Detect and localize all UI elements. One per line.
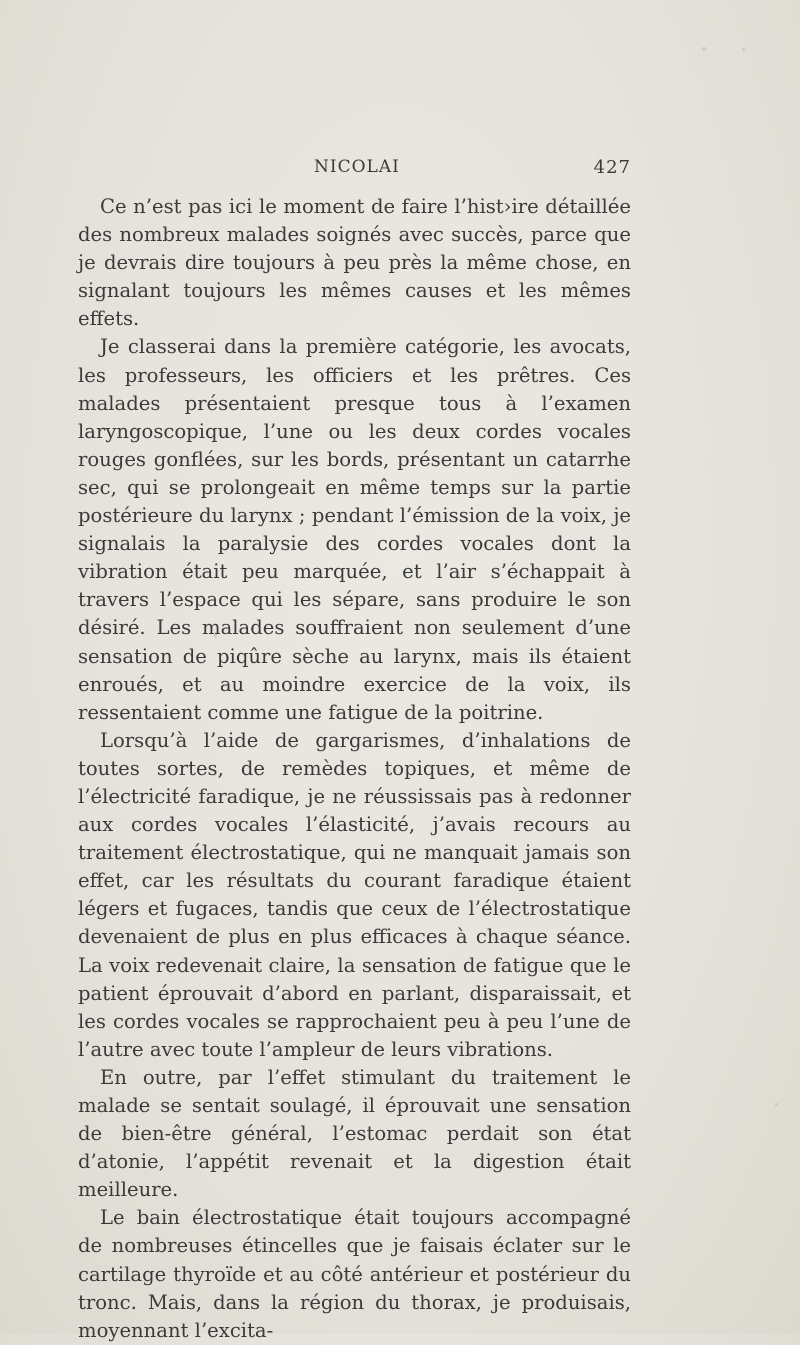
- paper-speck: [702, 47, 706, 51]
- page-header: [78, 157, 631, 181]
- paragraph: Je classerai dans la première catégorie, les avocats, les professeurs, les officiers et les prêtres. Ces malades présentaient presque tous à l’examen laryngoscopique, l’une ou les deux cordes vocales rouges gonflées, sur les bords, présentant un catarrhe sec, qui se prolongeait en même temps sur la partie postérieure du larynx ; pendant l’émission de la voix, je signalais la paralysie des cordes vocales dont la vibration était peu marquée, et l’air s’échappait à travers l’espace qui les sépare, sans produire le son désiré. Les malades souffraient non seulement d’une sensation de piqûre sèche au larynx, mais ils étaient enroués, et au moindre exercice de la voix, ils ressentaient comme une fatigue de la poitrine.: [78, 335, 631, 724]
- running-title: NICOLAI: [314, 157, 400, 177]
- page-number: 427: [593, 157, 631, 178]
- paragraph: Ce n’est pas ici le moment de faire l’hist›ire détaillée des nombreux malades soignés avec succès, parce que je devrais dire toujours à peu près la même chose, en signalant toujours les mêmes causes et les mêmes effets.: [78, 195, 631, 331]
- paragraph: En outre, par l’effet stimulant du traitement le malade se sentait soulagé, il éprouvait une sensation de bien-être général, l’estomac perdait son état d’atonie, l’appétit revenait et la digestion était meilleure.: [78, 1065, 631, 1202]
- body-text: [78, 193, 631, 1345]
- paragraph: Lorsqu’à l’aide de gargarismes, d’inhalations de toutes sortes, de remèdes topiques, et même de l’électricité faradique, je ne réussissais pas à redonner aux cordes vocales l’élasticité, j’avais recours au traitement électrostatique, qui ne manquait jamais son effet, car les résultats du courant faradique étaient légers et fugaces, tandis que ceux de l’électrostatique devenaient de plus en plus efficaces à chaque séance. La voix redevenait claire, la sensation de fatigue que le patient éprouvait d’abord en parlant, disparaissait, et les cordes vocales se rapprochaient peu à peu l’une de l’autre avec toute l’ampleur de leurs vibrations.: [78, 728, 631, 1061]
- paragraph: Le bain électrostatique était toujours accompagné de nombreuses étincelles que je faisais éclater sur le cartilage thyroïde et au côté antérieur et postérieur du tronc. Mais, dans la région du thorax, je produisais, moyennant l’excita-: [78, 1206, 631, 1342]
- paper-speck: [742, 48, 745, 51]
- paper-speck: [775, 1103, 778, 1106]
